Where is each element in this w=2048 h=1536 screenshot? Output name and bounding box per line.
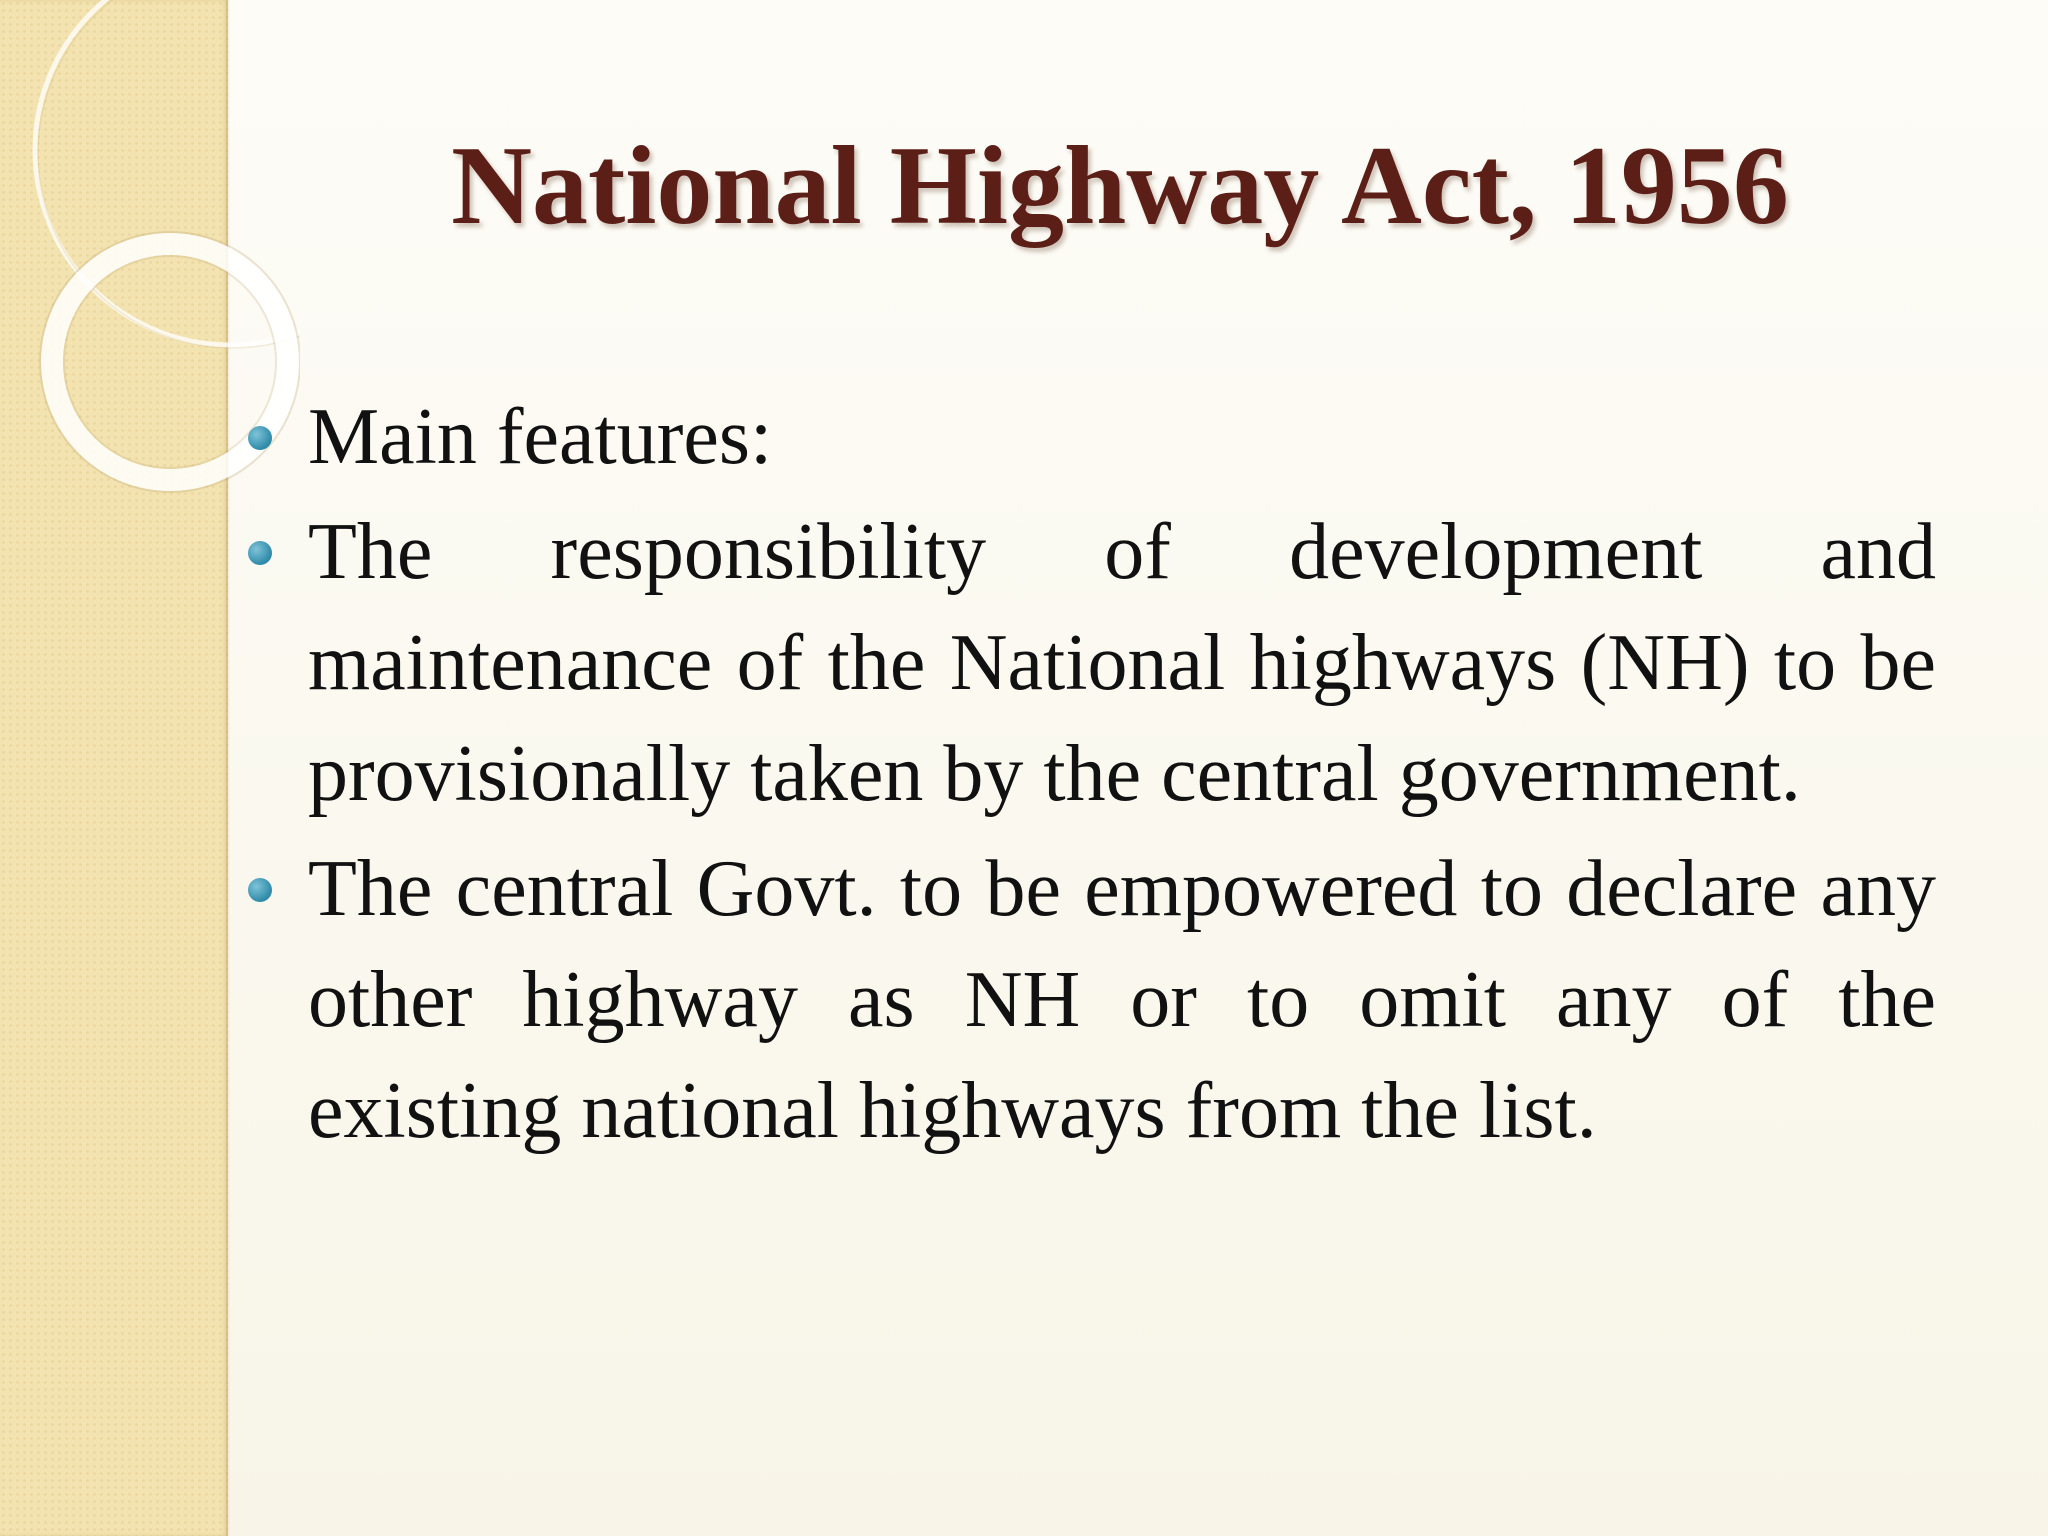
bullet-text: Main features: bbox=[308, 393, 773, 481]
bullet-dot-icon bbox=[248, 541, 272, 565]
bullet-text: The central Govt. to be empowered to declare any other highway as NH or to omit any of the existing national highways from the list. bbox=[308, 845, 1936, 1155]
bullet-item-responsibility bbox=[236, 497, 1936, 830]
bullet-dot-icon bbox=[248, 878, 272, 902]
bullet-list bbox=[236, 382, 1936, 1171]
bullet-item-central-govt-powers bbox=[236, 834, 1936, 1167]
bullet-item-main-features bbox=[236, 382, 1936, 493]
slide-title: National Highway Act, 1956 bbox=[451, 124, 1789, 248]
bullet-dot-icon bbox=[248, 426, 272, 450]
bullet-text: The responsibility of development and maintenance of the National highways (NH) to be provisionally taken by the central government. bbox=[308, 508, 1936, 818]
